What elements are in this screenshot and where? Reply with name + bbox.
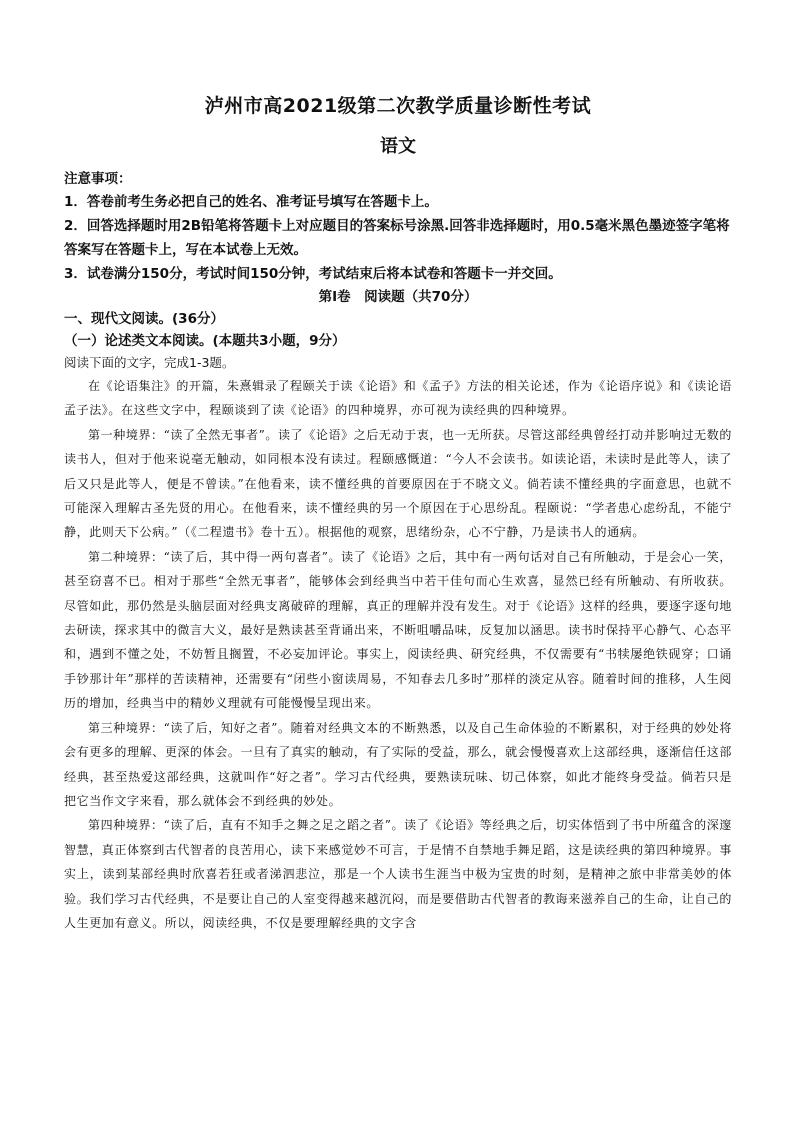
subject-title: 语文	[380, 136, 416, 157]
passage-paragraph: 第二种境界：“读了后，其中得一两句喜者”。读了《论语》之后，其中有一两句话对自己有所触动，于是会心一笑，甚至窃喜不已。相对于那些“全然无事者”，能够体会到经典当中若干佳句而心生欢喜，显然已经有所触动、有所收获。尽管如此，那仍然是头脑层面对经典支离破碎的理解，真正的理解并没有发生。对于《论语》这样的经典，要逐字逐句地去研读，探求其中的微言大义，最好是熟读甚至背诵出来，不断咀嚼品味，反复加以涵思。读书时保持平心静气、心态平和，遇到不懂之处，不妨暂且搁置，不必妄加评论。事实上，阅读经典、研究经典，不仅需要有“书犊屡绝铁砚穿；口诵手钞那计年”那样的苦读精神，还需要有“闭些小窗读周易，不知春去几多时”那样的淡定从容。随着时间的推移，人生阅历的增加，经典当中的精妙义理就有可能慢慢呈现出来。	[64, 549, 732, 711]
notes-block	[64, 168, 732, 286]
part-heading: 第Ⅰ卷 阅读题（共70分）	[318, 289, 478, 305]
section-heading: 一、现代文阅读。(36分）	[64, 311, 224, 327]
exam-title: 泸州市高2021级第二次教学质量诊断性考试	[204, 95, 592, 117]
passage-paragraph: 第四种境界：“读了后，直有不知手之舞之足之蹈之者”。读了《论语》等经典之后，切实体悟到了书中所蕴含的深邃智慧，真正体察到古代智者的良苦用心，读下来感觉妙不可言，于是情不自禁地手舞足蹈，这是读经典的第四种境界。事实上，读到某部经典时欣喜若狂或者涕泗悲泣，那是一个人读书生涯当中极为宝贵的时刻，是精神之旅中非常美妙的体验。我们学习古代经典，不是要让自己的人室变得越来越沉闷，而是要借助古代智者的教诲来滋养自己的生命，让自己的人生更加有意义。所以，阅读经典，不仅是要理解经典的文字含	[64, 818, 732, 930]
passage-paragraph: 在《论语集注》的开篇，朱熹辑录了程颐关于读《论语》和《孟子》方法的相关论述，作为《论语序说》和《读论语孟子法》。在这些文字中，程颐谈到了读《论语》的四种境界，亦可视为读经典的四种境界。	[64, 379, 732, 418]
note-item: 3．试卷满分150分，考试时间150分钟，考试结束后将本试卷和答题卡一并交回。	[64, 266, 562, 282]
reading-passage	[64, 374, 732, 935]
note-item: 1．答卷前考生务必把自己的姓名、准考证号填写在答题卡上。	[64, 194, 438, 210]
notes-heading: 注意事项：	[64, 171, 132, 187]
passage-paragraph: 第一种境界：“读了全然无事者”。读了《论语》之后无动于衷，也一无所获。尽管这部经典曾经打动并影响过无数的读书人，但对于他来说毫无触动，如同根本没有读过。程颐感慨道：“今人不会读书。如读论语，未读时是此等人，读了后又只是此等人，便是不曾读。”在他看来，读不懂经典的首要原因在于不晓文义。倘若读不懂经典的字面意思，也就不可能深入理解古圣先贤的用心。在他看来，读不懂经典的另一个原因在于心思纷乱。程颐说：“学者患心虑纷乱，不能宁静，此则天下公病。”（《二程遗书》卷十五）。根据他的观察，思绪纷杂，心不宁静，乃是读书人的通病。	[64, 427, 732, 540]
subsection-heading: （一）论述类文本阅读。(本题共3小题，9分）	[64, 333, 346, 349]
note-item: 2．回答选择题时用2B铅笔将答题卡上对应题目的答案标号涂黑.回答非选择题时，用0.5毫米黑色墨迹签字笔将答案写在答题卡上，写在本试卷上无效。	[64, 218, 730, 258]
reading-instruction: 阅读下面的文字，完成1-3题。	[64, 355, 235, 370]
exam-page	[64, 92, 732, 935]
passage-paragraph: 第三种境界：“读了后，知好之者”。随着对经典文本的不断熟悉，以及自己生命体验的不断累积，对于经典的妙处将会有更多的理解、更深的体会。一旦有了真实的触动，有了实际的受益，那么，就会慢慢喜欢上这部经典，逐渐信任这部经典，甚至热爱这部经典，这就叫作“好之者”。学习古代经典，要熟读玩味、切己体察，如此才能终身受益。倘若只是把它当作文字来看，那么就体会不到经典的妙处。	[64, 720, 732, 808]
